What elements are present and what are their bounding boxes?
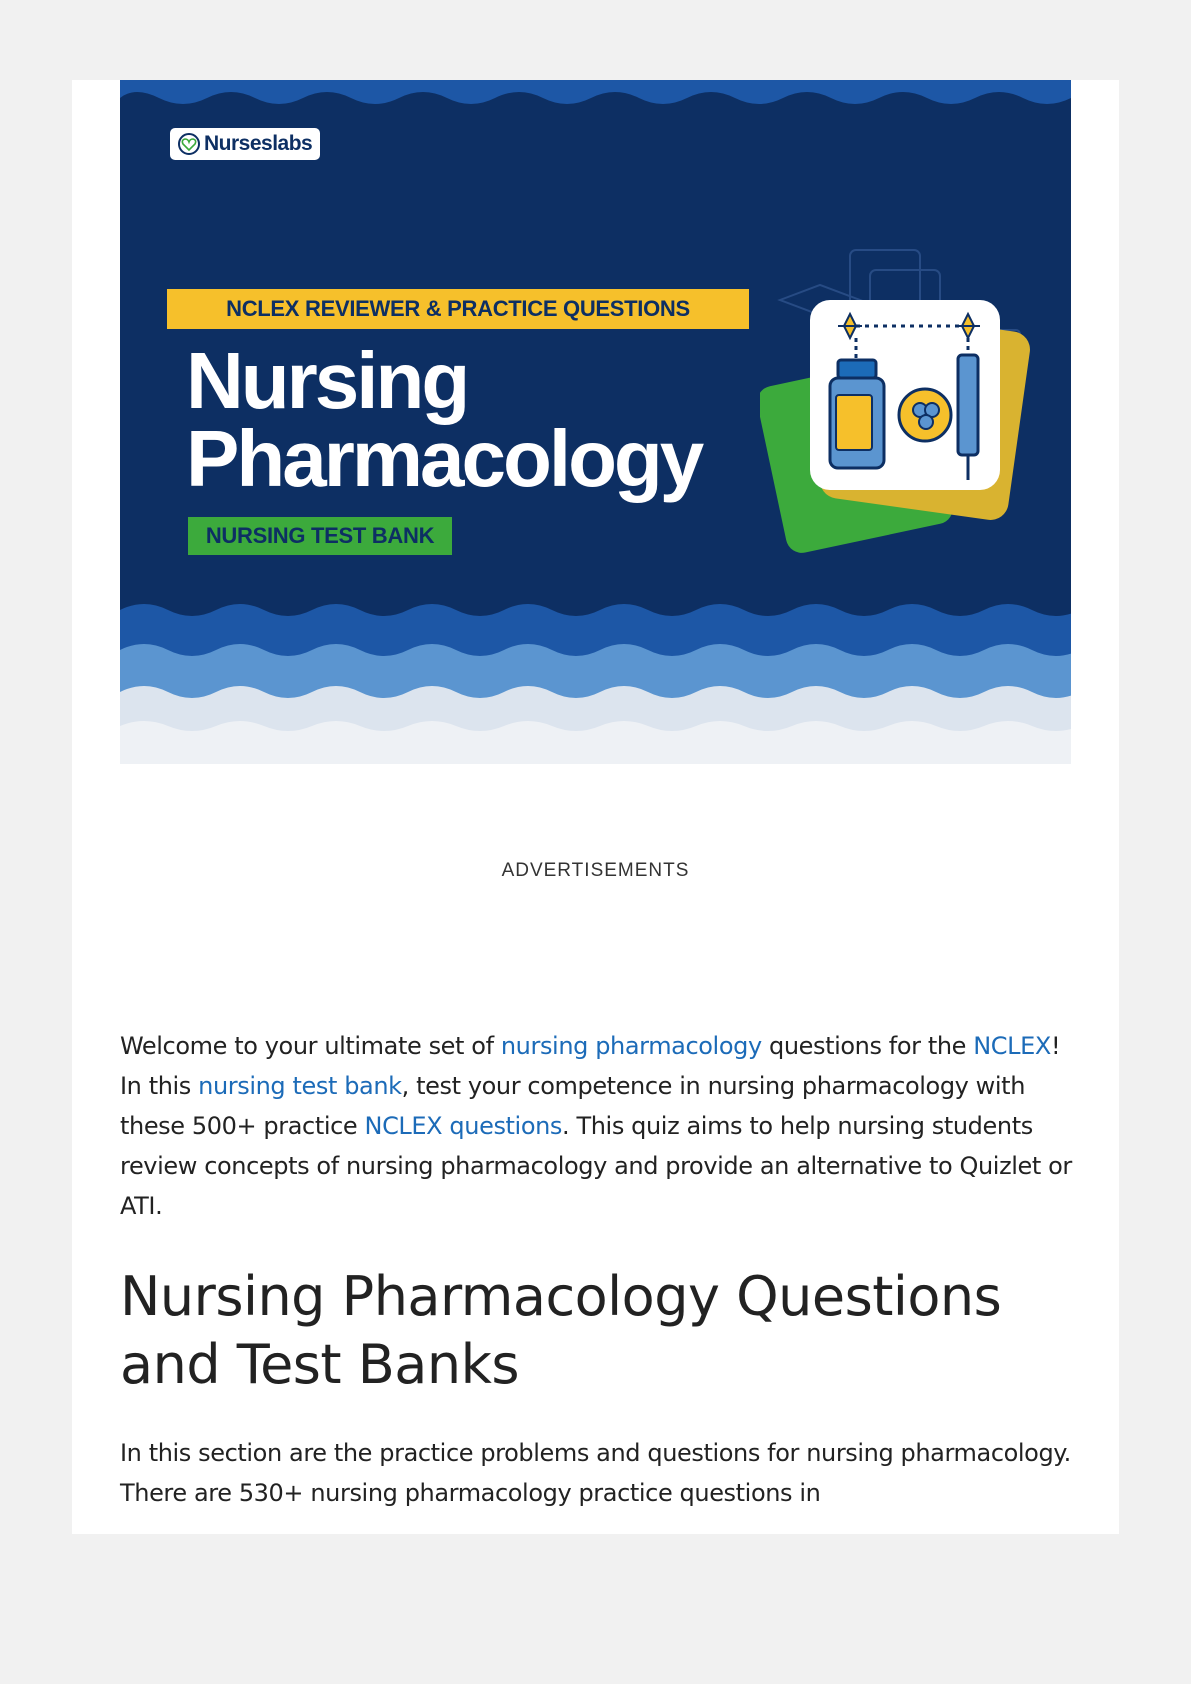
section-heading: Nursing Pharmacology Questions and Test Banks — [120, 1265, 1002, 1396]
intro-text-2: questions for the — [761, 1032, 974, 1060]
link-nclex-questions[interactable]: NCLEX questions — [364, 1112, 563, 1140]
test-bank-tag: NURSING TEST BANK — [188, 517, 452, 555]
intro-text-3: ! In this — [120, 1032, 1061, 1100]
intro-paragraph — [120, 1026, 1080, 1226]
section-paragraph: In this section are the practice problems and questions for nursing pharmacology. There are 530+ nursing pharmacology practice questions in — [120, 1439, 1071, 1507]
link-nursing-pharmacology[interactable]: nursing pharmacology — [500, 1032, 762, 1060]
heart-logo-icon — [178, 133, 200, 155]
banner-headline — [186, 336, 786, 503]
reviewer-tag: NCLEX REVIEWER & PRACTICE QUESTIONS — [167, 289, 749, 329]
hero-banner-image — [120, 80, 1071, 764]
headline-line-2: Pharmacology — [186, 414, 702, 503]
intro-text-5: . This quiz aims to help nursing students review concepts of nursing pharmacology and provide an alternative to Quizlet or ATI. — [120, 1112, 1072, 1220]
pharmacology-illustration — [760, 230, 1060, 560]
document-page — [72, 80, 1119, 1534]
nurseslabs-logo — [170, 128, 320, 160]
advertisements-label: ADVERTISEMENTS — [501, 860, 690, 881]
intro-text-1: Welcome to your ultimate set of — [120, 1032, 501, 1060]
intro-text-4: , test your competence in nursing pharmacology with these 500+ practice — [120, 1072, 1026, 1140]
logo-text: Nurseslabs — [204, 132, 313, 155]
headline-line-1: Nursing — [186, 336, 468, 425]
link-nclex[interactable]: NCLEX — [973, 1032, 1051, 1060]
link-nursing-test-bank[interactable]: nursing test bank — [198, 1072, 402, 1100]
